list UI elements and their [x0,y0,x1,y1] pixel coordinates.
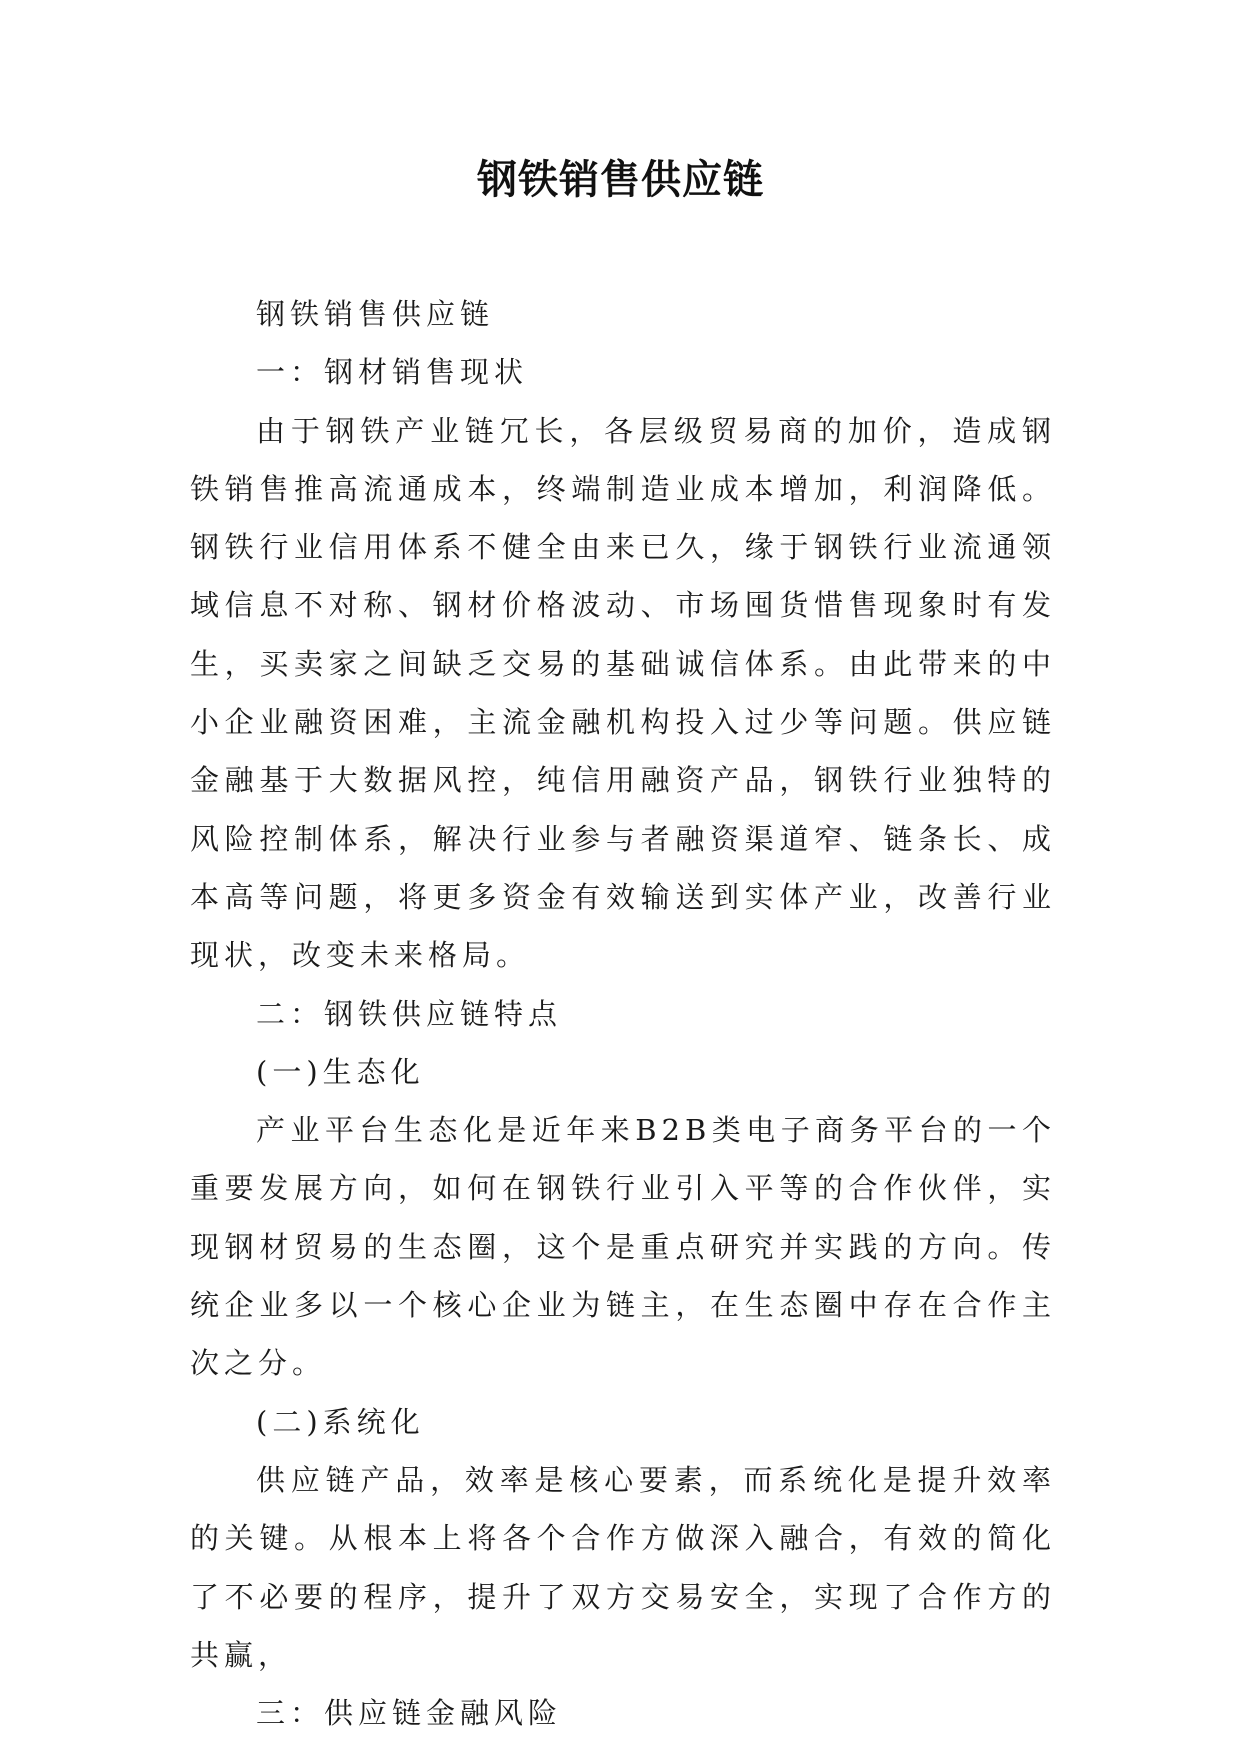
document-body [190,285,1056,1742]
section-heading-1: 一：钢材销售现状 [256,355,529,390]
paragraph-ecology: 产业平台生态化是近年来B2B类电子商务平台的一个重要发展方向，如何在钢铁行业引入平等的合作伙伴，实现钢材贸易的生态圈，这个是重点研究并实践的方向。传统企业多以一个核心企业为链主，在生态圈中存在合作主次之分。 [190,1113,1056,1381]
subsection-heading-2: (二)系统化 [256,1404,425,1439]
paragraph-subtitle: 钢铁销售供应链 [256,297,495,331]
paragraph-status: 由于钢铁产业链冗长，各层级贸易商的加价，造成钢铁销售推高流通成本，终端制造业成本增加，利润降低。钢铁行业信用体系不健全由来已久，缘于钢铁行业流通领域信息不对称、钢材价格波动、市场囤货惜售现象时有发生，买卖家之间缺乏交易的基础诚信体系。由此带来的中小企业融资困难，主流金融机构投入过少等问题。供应链金融基于大数据风控，纯信用融资产品，钢铁行业独特的风险控制体系，解决行业参与者融资渠道窄、链条长、成本高等问题，将更多资金有效输送到实体产业，改善行业现状，改变未来格局。 [190,413,1056,973]
section-heading-2: 二：钢铁供应链特点 [256,996,563,1031]
subsection-heading-1: (一)生态化 [256,1054,425,1089]
section-heading-3: 三：供应链金融风险 [256,1696,563,1731]
document-title: 钢铁销售供应链 [477,157,764,203]
paragraph-system: 供应链产品，效率是核心要素，而系统化是提升效率的关键。从根本上将各个合作方做深入融合，有效的简化了不必要的程序，提升了双方交易安全，实现了合作方的共赢， [190,1462,1056,1672]
